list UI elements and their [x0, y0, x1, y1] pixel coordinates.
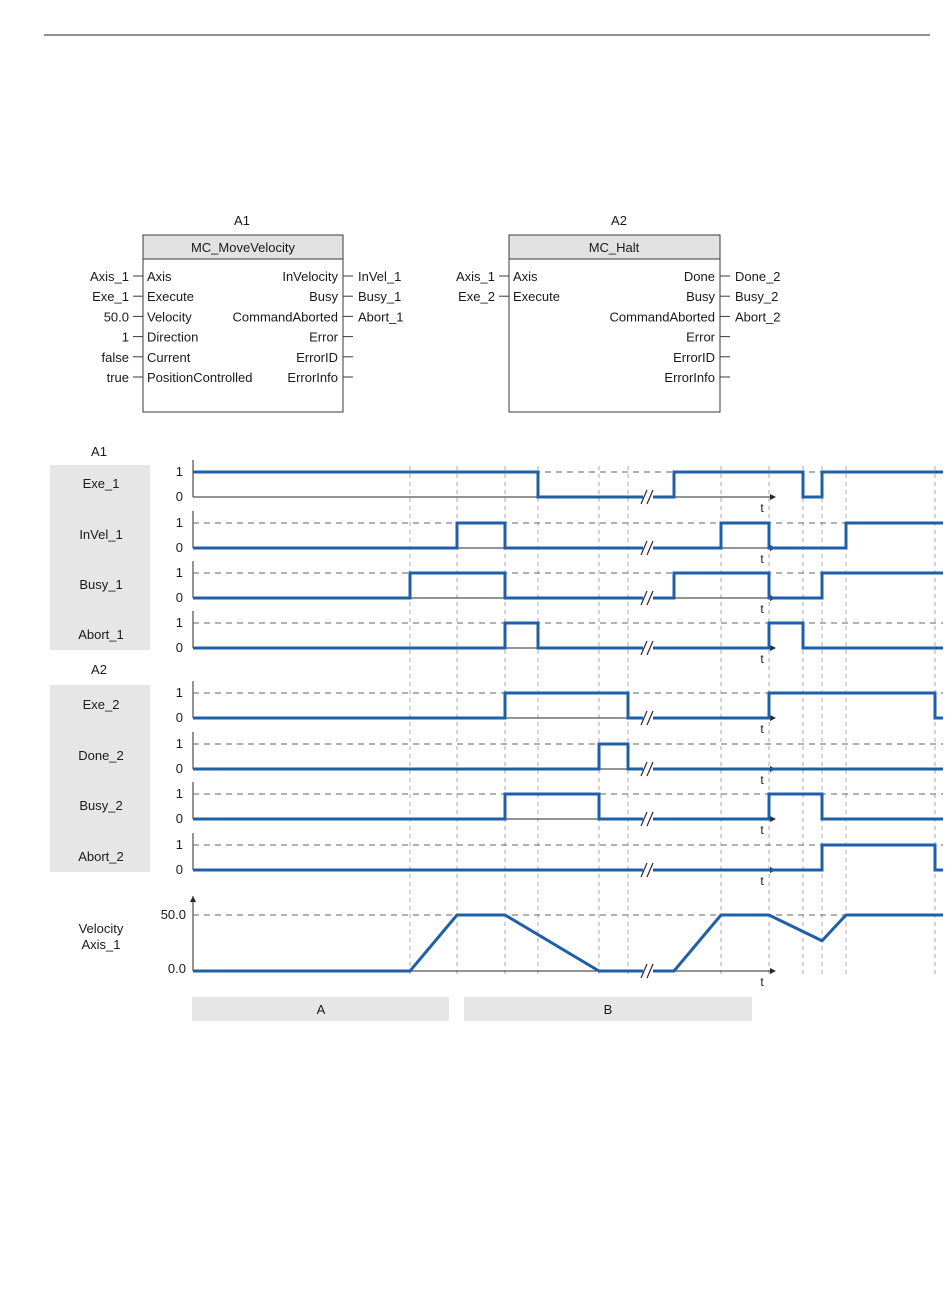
- input-connection-label: Exe_2: [458, 289, 495, 305]
- output-pin-name: Busy: [686, 289, 715, 305]
- group-a1-label: A1: [91, 444, 107, 459]
- high-tick-label: 1: [175, 515, 183, 530]
- output-connection-label: Busy_2: [735, 289, 779, 305]
- velocity-name-line1: Velocity: [78, 921, 124, 936]
- output-pin-name: Done: [683, 269, 715, 284]
- time-axis-label: t: [760, 652, 764, 666]
- output-pin-name: CommandAborted: [609, 309, 715, 325]
- low-tick-label: 0: [175, 862, 183, 877]
- signal-name: Exe_1: [82, 476, 120, 491]
- signal-trace: [193, 623, 943, 648]
- output-pin-name: ErrorInfo: [287, 370, 338, 385]
- x-axis-arrow: [770, 715, 776, 721]
- output-connection-label: InVel_1: [358, 269, 402, 284]
- time-axis-label: t: [760, 975, 764, 989]
- signal-traces: [78, 460, 943, 888]
- input-connection-label: Axis_1: [455, 269, 495, 284]
- input-pin-name: Axis: [147, 269, 172, 284]
- signal-name: Busy_1: [79, 577, 123, 592]
- output-pin-name: CommandAborted: [232, 309, 338, 325]
- function-block-a2: [456, 213, 781, 412]
- x-axis-arrow: [770, 494, 776, 500]
- signal-name: Abort_1: [78, 627, 124, 642]
- velocity-name-line2: Axis_1: [81, 937, 121, 952]
- signal-trace: [193, 472, 943, 497]
- block-a1-label: A1: [234, 213, 250, 228]
- velocity-plot: [79, 896, 943, 989]
- group-a2-panel: [50, 685, 150, 872]
- phase-b-label: B: [603, 1002, 613, 1017]
- input-connection-label: 50.0: [103, 309, 129, 325]
- input-pin-name: Execute: [513, 289, 560, 305]
- input-connection-label: true: [106, 370, 129, 385]
- x-axis-arrow: [770, 968, 776, 974]
- signal-trace: [193, 523, 943, 548]
- input-pin-name: Velocity: [147, 309, 192, 325]
- input-connection-label: false: [101, 349, 129, 365]
- high-tick-label: 1: [175, 685, 183, 700]
- signal-trace: [193, 693, 943, 718]
- x-axis-arrow: [770, 816, 776, 822]
- phase-a-label: A: [316, 1002, 326, 1017]
- signal-trace: [193, 794, 943, 819]
- input-pin-name: Execute: [147, 289, 194, 305]
- output-pin-name: ErrorID: [296, 349, 338, 365]
- high-tick-label: 1: [175, 837, 183, 852]
- output-pin-name: Error: [686, 329, 715, 345]
- time-axis-label: t: [760, 874, 764, 888]
- low-tick-label: 0: [175, 761, 183, 776]
- time-axis-label: t: [760, 501, 764, 515]
- output-connection-label: Abort_2: [735, 309, 781, 325]
- signal-trace: [193, 744, 943, 769]
- input-connection-label: 1: [121, 329, 129, 345]
- block-a2-title: MC_Halt: [588, 240, 640, 255]
- input-connection-label: Axis_1: [89, 269, 129, 284]
- low-tick-label: 0: [175, 590, 183, 605]
- group-a1-panel: [50, 465, 150, 650]
- high-tick-label: 1: [175, 786, 183, 801]
- input-pin-name: Current: [147, 349, 191, 365]
- signal-name: Done_2: [78, 748, 124, 763]
- low-tick-label: 0: [175, 540, 183, 555]
- velocity-min-tick: 0.0: [167, 961, 186, 976]
- output-connection-label: Done_2: [735, 269, 781, 284]
- output-pin-name: InVelocity: [282, 269, 338, 284]
- block-a2-label: A2: [611, 213, 627, 228]
- signal-trace: [193, 845, 943, 870]
- group-a2-label: A2: [91, 662, 107, 677]
- x-axis-arrow: [770, 645, 776, 651]
- y-axis-arrow: [190, 896, 196, 902]
- output-connection-label: Busy_1: [358, 289, 402, 305]
- signal-name: Abort_2: [78, 849, 124, 864]
- low-tick-label: 0: [175, 811, 183, 826]
- signal-name: Exe_2: [82, 697, 120, 712]
- time-axis-label: t: [760, 773, 764, 787]
- low-tick-label: 0: [175, 710, 183, 725]
- input-connection-label: Exe_1: [92, 289, 129, 305]
- input-pin-name: Direction: [147, 329, 199, 345]
- signal-trace: [193, 573, 943, 598]
- time-axis-label: t: [760, 823, 764, 837]
- block-a1-title: MC_MoveVelocity: [190, 240, 296, 255]
- output-pin-name: Busy: [309, 289, 338, 305]
- input-pin-name: Axis: [513, 269, 538, 284]
- high-tick-label: 1: [175, 615, 183, 630]
- time-axis-label: t: [760, 552, 764, 566]
- output-pin-name: Error: [309, 329, 338, 345]
- output-connection-label: Abort_1: [358, 309, 404, 325]
- input-pin-name: PositionControlled: [147, 370, 253, 385]
- time-axis-label: t: [760, 602, 764, 616]
- low-tick-label: 0: [175, 489, 183, 504]
- time-gridlines: [410, 466, 935, 975]
- low-tick-label: 0: [175, 640, 183, 655]
- output-pin-name: ErrorID: [673, 349, 715, 365]
- velocity-trace: [193, 915, 943, 971]
- function-block-a1: [90, 213, 404, 412]
- velocity-max-tick: 50.0: [160, 907, 186, 922]
- output-pin-name: ErrorInfo: [664, 370, 715, 385]
- high-tick-label: 1: [175, 464, 183, 479]
- signal-name: InVel_1: [79, 527, 123, 542]
- signal-name: Busy_2: [79, 798, 123, 813]
- high-tick-label: 1: [175, 565, 183, 580]
- time-axis-label: t: [760, 722, 764, 736]
- high-tick-label: 1: [175, 736, 183, 751]
